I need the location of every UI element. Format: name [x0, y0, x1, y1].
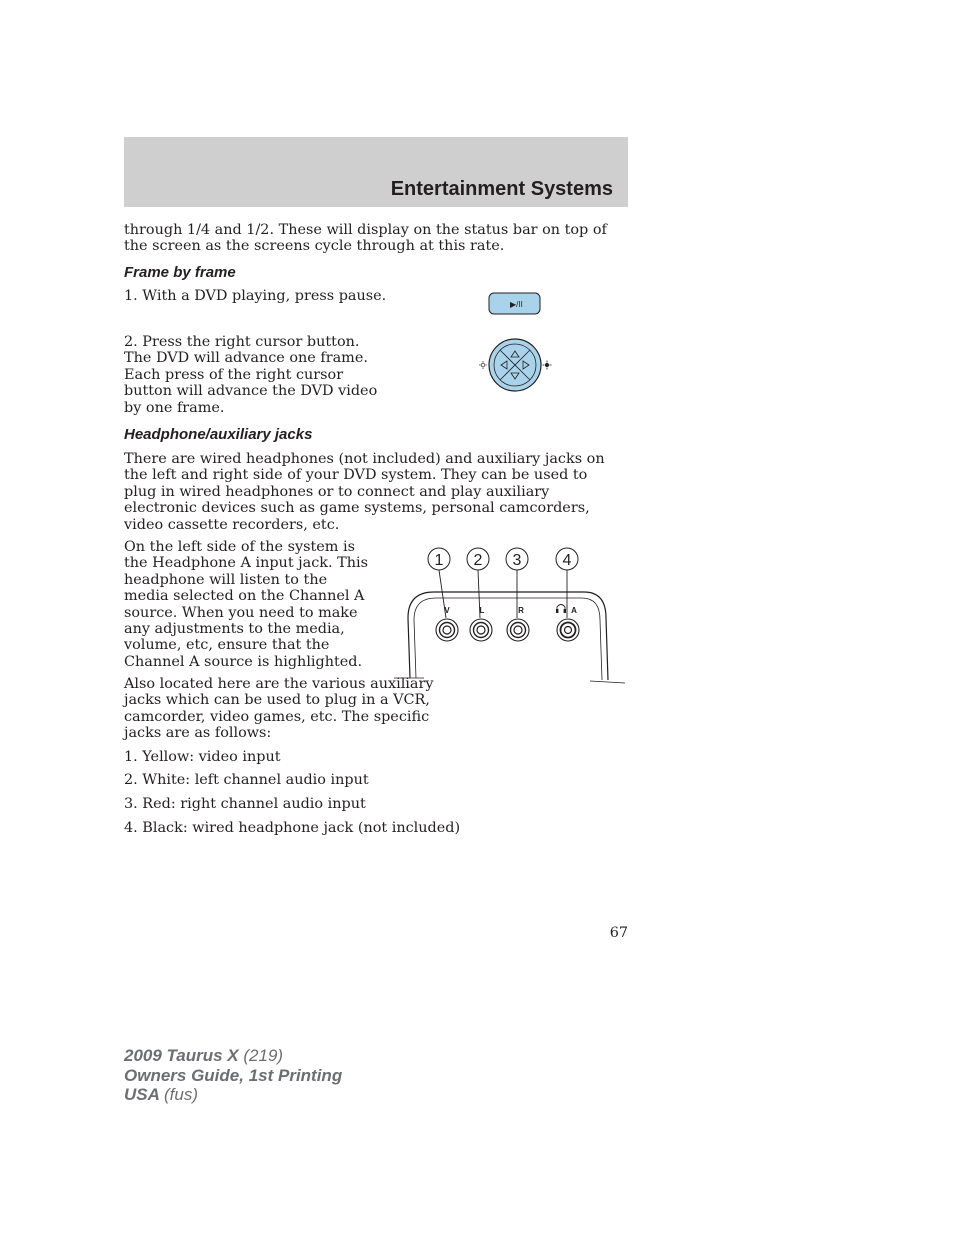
- intro-paragraph: through 1/4 and 1/2. These will display on the status bar on top of the screen as the screens cycle through at this rate.: [124, 222, 607, 255]
- play-pause-label: ▶/II: [510, 300, 523, 309]
- frame-step-2: 2. Press the right cursor button. The DVD will advance one frame. Each press of the right cursor button will advance the DVD video by one frame.: [124, 334, 378, 416]
- jack-label-r: R: [518, 606, 524, 615]
- jack-list-item-3: 3. Red: right channel audio input: [124, 796, 366, 812]
- jacks-heading: Headphone/auxiliary jacks: [124, 426, 313, 443]
- footer-line-2: Owners Guide, 1st Printing: [124, 1066, 343, 1085]
- svg-text:4: 4: [562, 552, 572, 569]
- section-header-band: [124, 137, 628, 207]
- video-jack: [436, 619, 458, 641]
- jack-list-item-2: 2. White: left channel audio input: [124, 772, 369, 788]
- left-audio-jack: [470, 619, 492, 641]
- footer-line-3: [124, 1085, 198, 1104]
- jack-label-l: L: [479, 606, 485, 615]
- jacks-paragraph-2: On the left side of the system is the Headphone A input jack. This headphone will listen to the media selected on the Channel A source. When you need to make any adjustments to the media, volume, etc, ensure that the Channel A source is highlighted.: [124, 539, 369, 670]
- footer-model: 2009 Taurus X: [124, 1046, 239, 1065]
- callout-3: [506, 548, 528, 570]
- right-audio-jack: [507, 619, 529, 641]
- jack-list-item-4: 4. Black: wired headphone jack (not included): [124, 820, 461, 836]
- brightness-low-icon: [479, 361, 487, 369]
- svg-text:1: 1: [434, 552, 444, 569]
- footer-market-code: (fus): [164, 1085, 198, 1104]
- callout-2: [467, 548, 489, 570]
- play-pause-button-illustration: [488, 292, 542, 316]
- footer-model-code: (219): [243, 1046, 284, 1065]
- section-title: Entertainment Systems: [390, 178, 613, 200]
- frame-by-frame-heading: Frame by frame: [124, 264, 236, 281]
- jack-list-item-1: 1. Yellow: video input: [124, 749, 281, 765]
- footer-market: USA: [124, 1085, 160, 1104]
- jacks-paragraph-1: There are wired headphones (not included) and auxiliary jacks on the left and right side of your DVD system. They can be used to plug in wired headphones or to connect and play auxiliary electronic devices such as game systems, personal camcorders, video cassette recorders, etc.: [124, 451, 605, 533]
- jacks-diagram: [394, 544, 626, 686]
- headphone-icon: [556, 605, 566, 614]
- jack-label-v: V: [444, 606, 450, 615]
- svg-text:2: 2: [473, 552, 483, 569]
- jack-label-a: A: [571, 606, 577, 615]
- svg-text:3: 3: [512, 552, 522, 569]
- page-number: 67: [609, 925, 628, 941]
- jacks-paragraph-3: Also located here are the various auxiliary jacks which can be used to plug in a VCR, camcorder, video games, etc. The specific jacks are as follows:: [124, 676, 434, 742]
- cursor-pad-illustration: [478, 338, 554, 394]
- footer-line-1: [124, 1046, 283, 1065]
- callout-4: [556, 548, 578, 570]
- brightness-high-icon: [543, 361, 552, 370]
- headphone-jack: [557, 619, 579, 641]
- frame-step-1: 1. With a DVD playing, press pause.: [124, 288, 387, 304]
- callout-1: [428, 548, 450, 570]
